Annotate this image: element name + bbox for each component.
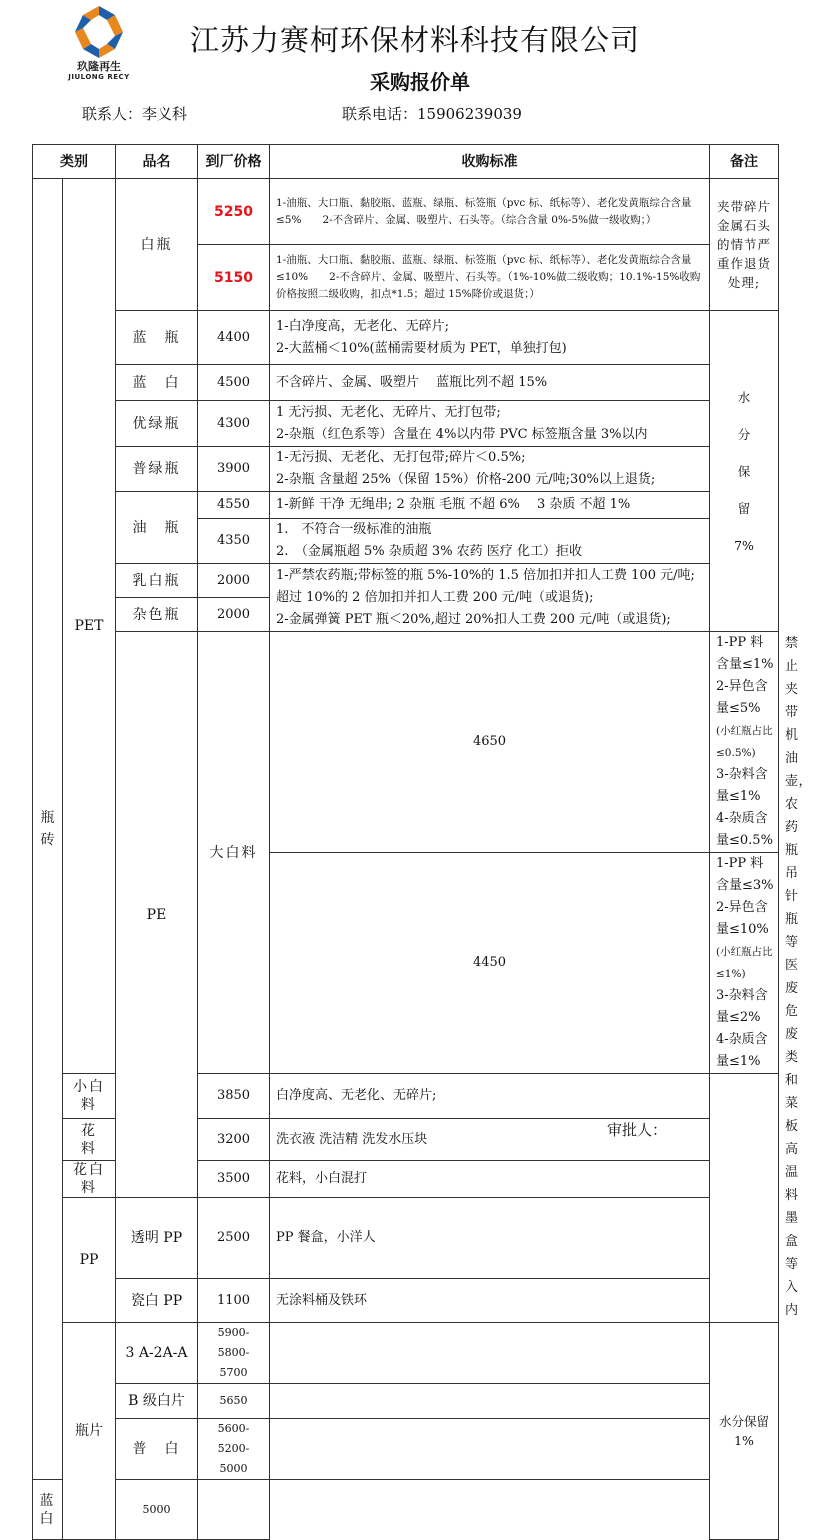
price-line: 5900-5800- <box>217 1326 250 1359</box>
standard-line: 2-杂瓶 含量超 25%（保留 15%）价格-200 元/吨;30%以上退货; <box>276 472 656 487</box>
note-water-line: 留 <box>737 500 751 516</box>
group-flakes: 瓶片 <box>63 1323 116 1540</box>
price-line: 5000 <box>219 1462 248 1475</box>
standard-premium-green <box>270 401 710 447</box>
standard-flake-a <box>270 1323 710 1384</box>
price-small-white: 3850 <box>198 1074 270 1119</box>
standard-line: 2-大蓝桶＜10%(蓝桶需要材质为 PET，单独打包) <box>276 340 567 356</box>
note-water-7 <box>710 311 779 632</box>
logo-name-en: JIULONG RECY <box>68 73 130 81</box>
table-row <box>33 447 779 492</box>
standard-line: 1. 不符合一级标准的油瓶 <box>276 522 432 537</box>
table-header-row <box>33 145 779 179</box>
price-line: 5600-5200- <box>217 1422 250 1455</box>
item-flake-d: 蓝 白 <box>33 1480 63 1540</box>
price-flower-white: 3500 <box>198 1161 270 1198</box>
group-pp: PP <box>63 1198 116 1323</box>
item-regular-green: 普绿瓶 <box>116 447 198 492</box>
standard-small-white: 白净度高、无老化、无碎片; <box>270 1074 710 1119</box>
item-flake-c: 普 白 <box>116 1419 198 1480</box>
price-porcelain-pp: 1100 <box>198 1279 270 1323</box>
price-blue-white: 4500 <box>198 365 270 401</box>
price-premium-green: 4300 <box>198 401 270 447</box>
table-row <box>33 1419 779 1480</box>
standard-line: 超过 10%的 2 倍加扣并扣人工费 200 元/吨（或退货); <box>276 589 594 605</box>
header-name: 品名 <box>116 145 198 179</box>
standard-clear-pp: PP 餐盒，小洋人 <box>270 1198 710 1279</box>
item-blue-bottle: 蓝 瓶 <box>116 311 198 365</box>
item-flake-a: 3 A-2A-A <box>116 1323 198 1384</box>
price-regular-green: 3900 <box>198 447 270 492</box>
item-milk-white: 乳白瓶 <box>116 564 198 598</box>
note-pet-top: 夹带碎片金属石头的情节严重作退货处理; <box>710 179 779 311</box>
price-white-1: 5250 <box>198 179 270 245</box>
price-white-2: 5150 <box>198 245 270 311</box>
item-white-bottle: 白瓶 <box>116 179 198 311</box>
item-blue-white: 蓝 白 <box>116 365 198 401</box>
standard-regular-green <box>270 447 710 492</box>
company-logo <box>60 4 138 84</box>
group-pe: PE <box>116 632 198 1198</box>
logo-name-cn: 玖隆再生 <box>77 60 121 73</box>
item-premium-green: 优绿瓶 <box>116 401 198 447</box>
price-blue: 4400 <box>198 311 270 365</box>
contact-phone: 联系电话：15906239039 <box>342 105 522 123</box>
price-big-white-2: 4450 <box>270 853 710 1074</box>
standard-text-small: (小红瓶占比≤0.5%) <box>716 725 773 759</box>
note-water-line: 水 <box>737 389 751 405</box>
item-flake-b: B 级白片 <box>116 1384 198 1419</box>
standard-line <box>716 632 787 764</box>
price-table <box>32 144 813 1540</box>
note-water-line: 1% <box>734 1433 754 1448</box>
standard-flake-c <box>270 1419 710 1480</box>
item-big-white: 大白料 <box>198 632 270 1074</box>
outer-category-label: 瓶砖 <box>40 810 55 848</box>
table-row <box>33 401 779 447</box>
standard-white-1: 1-油瓶、大口瓶、黏胶瓶、蓝瓶、绿瓶、标签瓶（pvc 标、纸标等）、老化发黄瓶综合含量≤5% 2-不含碎片、金属、吸塑片、石头等。（综合含量 0%-5%做一级收购；） <box>270 179 710 245</box>
item-clear-pp: 透明 PP <box>116 1198 198 1279</box>
standard-line <box>716 853 787 985</box>
header-note: 备注 <box>710 145 779 179</box>
standard-flower: 洗衣液 洗洁精 洗发水压块 <box>270 1119 710 1161</box>
standard-flower-white: 花料，小白混打 <box>270 1161 710 1198</box>
table-row <box>33 1384 779 1419</box>
table-row <box>33 1480 779 1540</box>
standard-line: 2-金属弹簧 PET 瓶＜20%,超过 20%扣人工费 200 元/吨（或退货); <box>276 611 671 627</box>
note-water-1 <box>710 1323 779 1540</box>
standard-big-white-2 <box>710 853 787 1074</box>
price-milk-white: 2000 <box>198 564 270 598</box>
table-row <box>33 564 779 598</box>
item-oil-bottle: 油 瓶 <box>116 492 198 564</box>
standard-line: 1-白净度高，无老化、无碎片; <box>276 318 450 334</box>
table-row <box>33 1279 779 1323</box>
standard-oil-2 <box>270 519 710 564</box>
header-price: 到厂价格 <box>198 145 270 179</box>
standard-blue <box>270 311 710 365</box>
item-flower-white: 花白料 <box>63 1161 116 1198</box>
price-flake-d: 5000 <box>116 1480 198 1540</box>
standard-text: 1-PP 料含量≤3% 2-异色含量≤10% <box>716 856 787 937</box>
standard-line: 1-无污损、无老化、无打包带;碎片＜0.5%; <box>276 450 526 465</box>
price-flake-b: 5650 <box>198 1384 270 1419</box>
standard-flake-d <box>198 1480 270 1540</box>
price-flower: 3200 <box>198 1119 270 1161</box>
contact-person: 联系人：李义科 <box>82 105 188 123</box>
standard-text: 1-PP 料含量≤1% 2-异色含量≤5% <box>716 635 787 716</box>
standard-blue-white: 不含碎片、金属、吸塑片 蓝瓶比列不超 15% <box>270 365 710 401</box>
price-oil-2: 4350 <box>198 519 270 564</box>
standard-big-white-1 <box>710 632 787 853</box>
table-row <box>33 492 779 519</box>
note-water-line: 水分保留 <box>718 1414 769 1429</box>
standard-flake-b <box>270 1384 710 1419</box>
standard-line: 1-严禁农药瓶;带标签的瓶 5%-10%的 1.5 倍加扣并扣人工费 100 元/吨; <box>276 567 695 583</box>
price-oil-1: 4550 <box>198 492 270 519</box>
standard-white-2: 1-油瓶、大口瓶、黏胶瓶、蓝瓶、绿瓶、标签瓶（pvc 标、纸标等）、老化发黄瓶综合含量≤10% 2-不含碎片、金属、吸塑片、石头等。（1%-10%做二级收购；10.1%-15%收购价格按照二级收购，扣点*1.5；超过 15%降价或退货；） <box>270 245 710 311</box>
item-small-white: 小白料 <box>63 1074 116 1119</box>
table-row <box>33 1323 779 1384</box>
header-standard: 收购标准 <box>270 145 710 179</box>
note-water-line: 7% <box>734 537 754 553</box>
note-water-line: 保 <box>737 463 751 479</box>
price-clear-pp: 2500 <box>198 1198 270 1279</box>
price-big-white-1: 4650 <box>270 632 710 853</box>
price-flake-c <box>198 1419 270 1480</box>
item-flower: 花 料 <box>63 1119 116 1161</box>
table-row <box>33 1198 779 1279</box>
outer-category-cell <box>33 179 63 1480</box>
table-row <box>33 179 779 245</box>
price-line: 5700 <box>219 1366 248 1379</box>
table-row <box>33 311 779 365</box>
standard-line: 2-杂瓶（红色系等）含量在 4%以内带 PVC 标签瓶含量 3%以内 <box>276 426 648 442</box>
standard-milk-mixed <box>270 564 710 632</box>
item-mixed-color: 杂色瓶 <box>116 598 198 632</box>
item-porcelain-pp: 瓷白 PP <box>116 1279 198 1323</box>
standard-line: 2. （金属瓶超 5% 杂质超 3% 农药 医疗 化工）拒收 <box>276 544 582 559</box>
standard-oil-1: 1-新鲜 干净 无绳串; 2 杂瓶 毛瓶 不超 6% 3 杂质 不超 1% <box>270 492 710 519</box>
standard-text-small: (小红瓶占比≤1%) <box>716 946 773 980</box>
price-flake-a <box>198 1323 270 1384</box>
table-row <box>33 365 779 401</box>
document-title: 采购报价单 <box>370 70 470 94</box>
approver-label: 审批人： <box>607 1121 668 1139</box>
company-name: 江苏力赛柯环保材料科技有限公司 <box>189 23 640 57</box>
note-water-line: 分 <box>737 426 751 442</box>
standard-line: 3-杂料含量≤2% 4-杂质含量≤1% <box>716 988 768 1069</box>
header-category: 类别 <box>33 145 116 179</box>
standard-line: 3-杂料含量≤1% 4-杂质含量≤0.5% <box>716 767 773 848</box>
group-pet: PET <box>63 179 116 1074</box>
standard-line: 1 无污损、无老化、无碎片、无打包带; <box>276 404 501 420</box>
logo-emblem-icon <box>71 4 127 60</box>
price-mixed-color: 2000 <box>198 598 270 632</box>
table-row: PE 大白料 4650 1-PP 料含量≤1% 2-异色含量≤5%(小红瓶占比≤0.5%) 3-杂料含量≤1% 4-杂质含量≤0.5% 禁止夹带机油壶，农药瓶吊针瓶等医废危废类和菜板高温料墨盒等入内 <box>33 632 779 853</box>
standard-porcelain-pp: 无涂料桶及铁环 <box>270 1279 710 1323</box>
